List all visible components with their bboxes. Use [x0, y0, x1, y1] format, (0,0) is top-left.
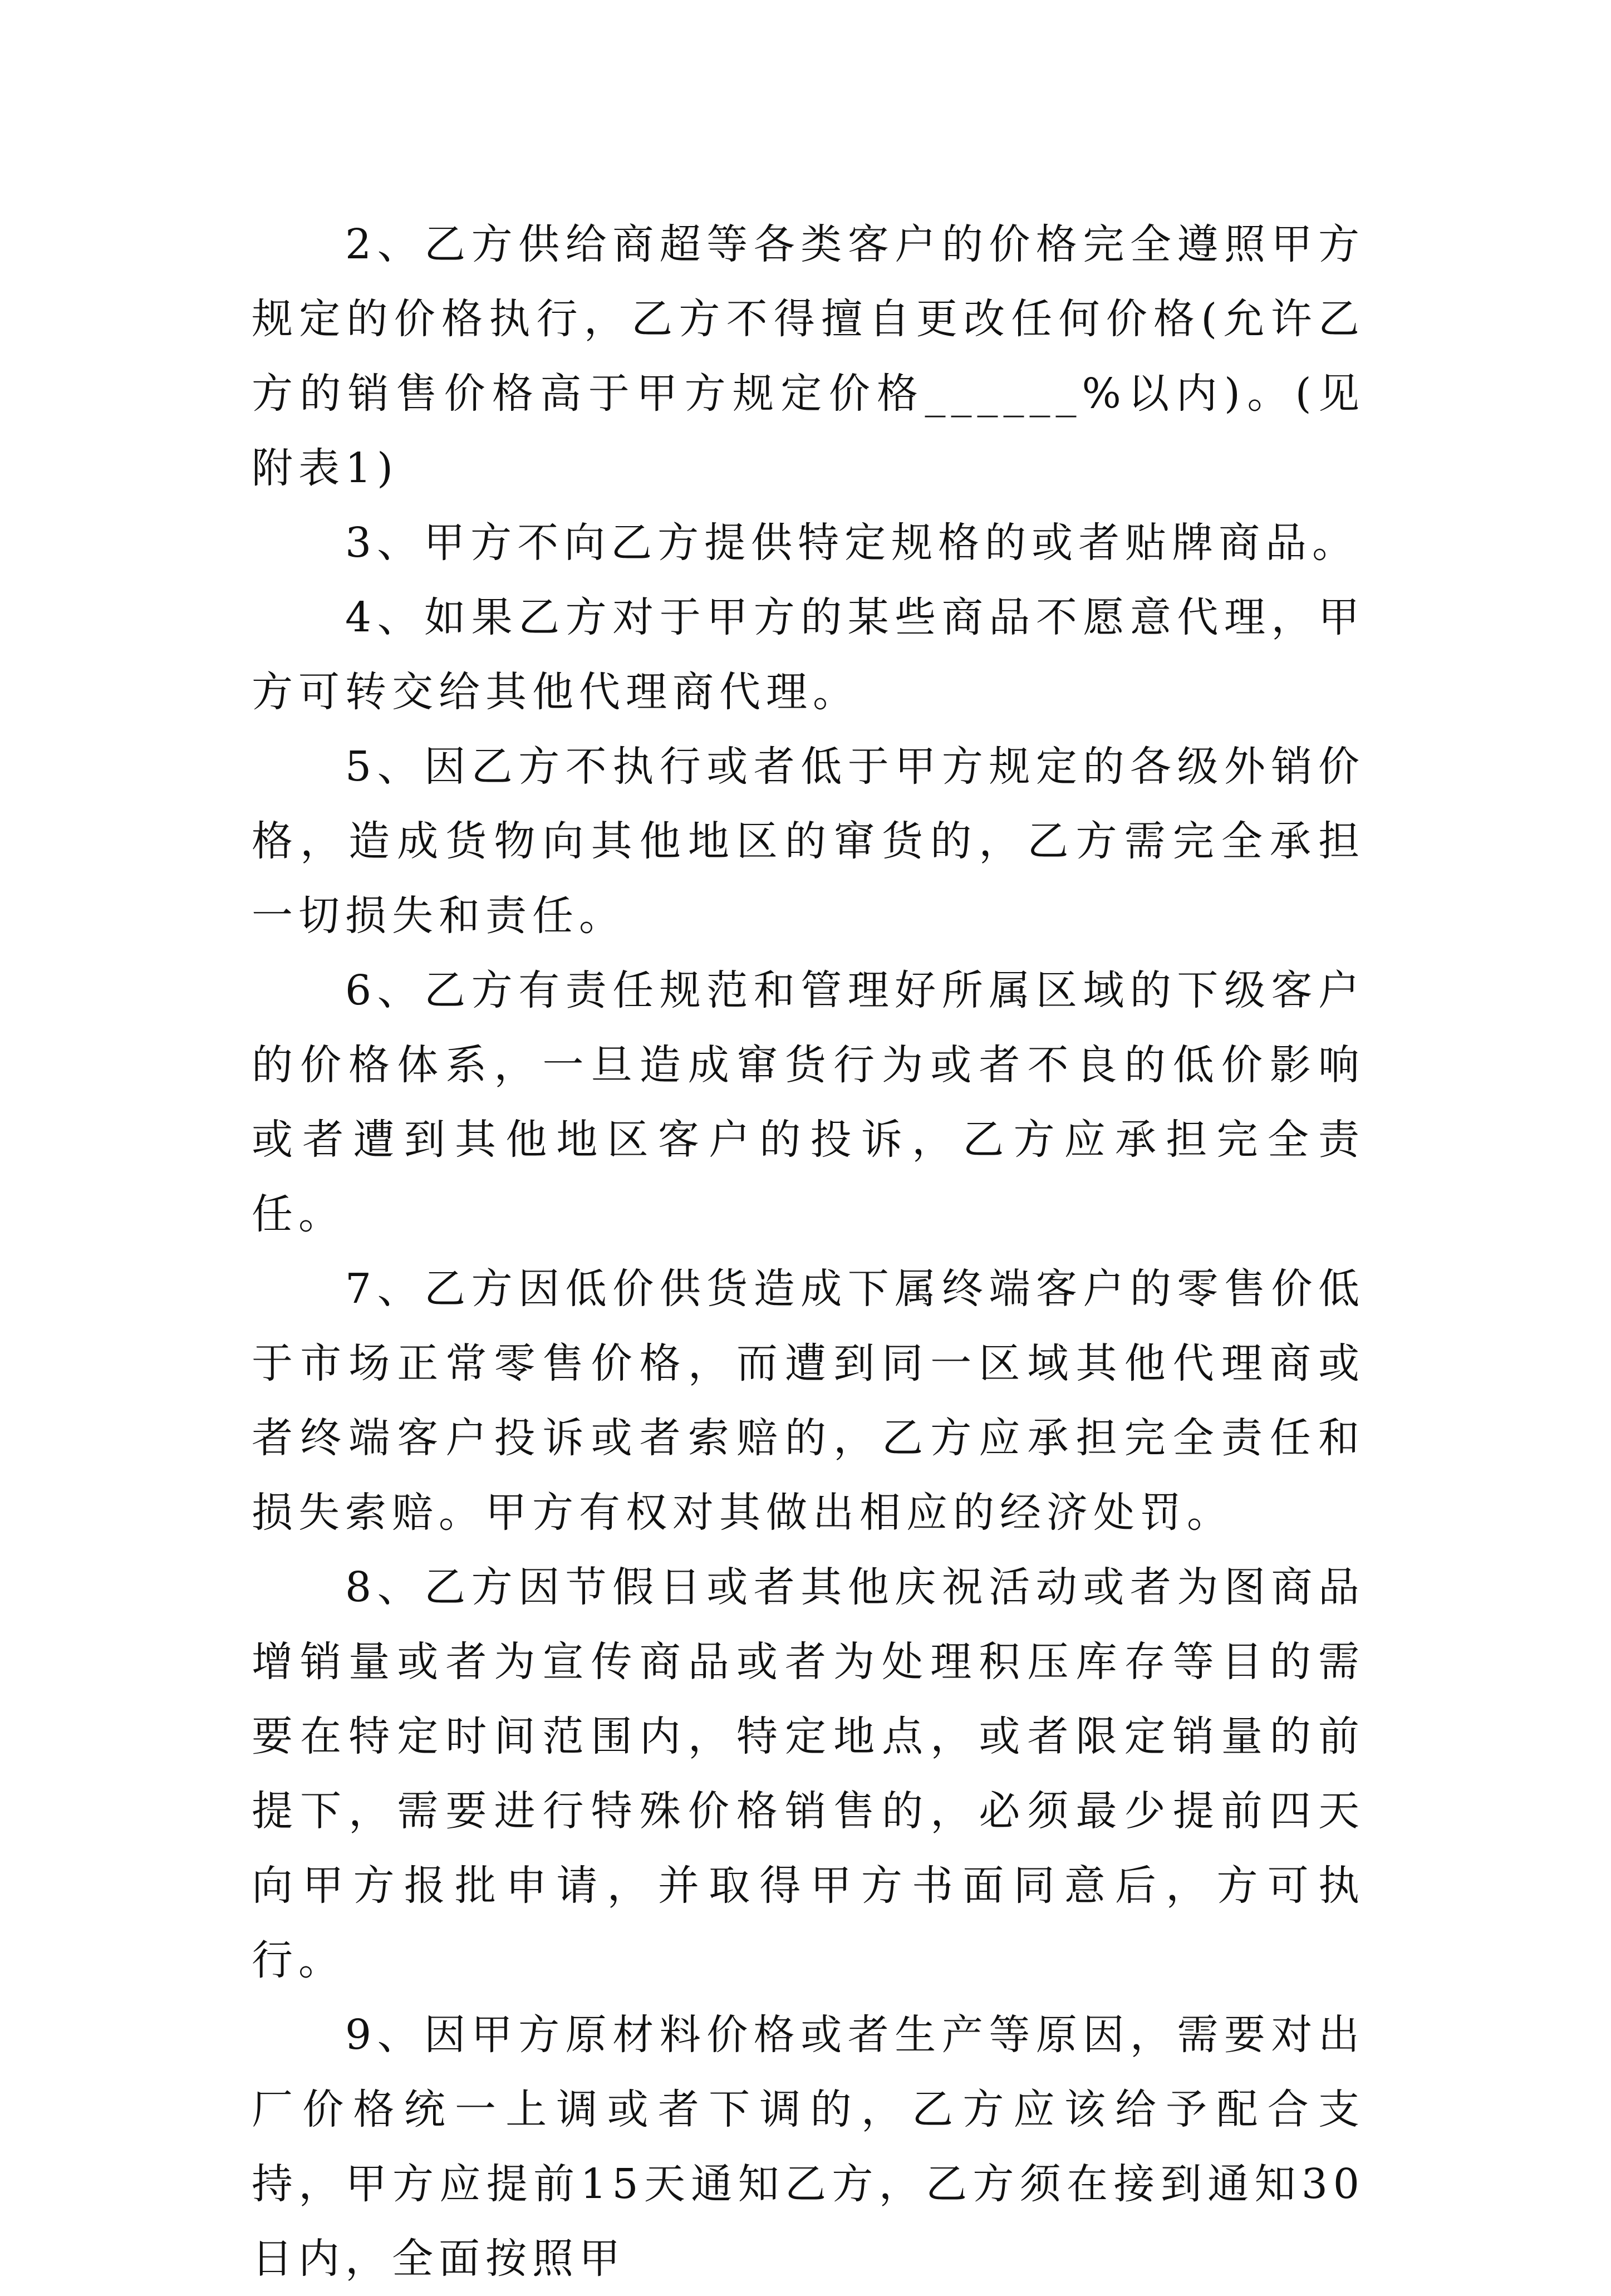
clause-9: 9、因甲方原材料价格或者生产等原因，需要对出厂价格统一上调或者下调的，乙方应该给予配合支持，甲方应提前15天通知乙方，乙方须在接到通知30日内，全面按照甲 [252, 2011, 1365, 2283]
document-body [252, 207, 1365, 2296]
clause-5: 5、因乙方不执行或者低于甲方规定的各级外销价格，造成货物向其他地区的窜货的，乙方需完全承担一切损失和责任。 [252, 743, 1365, 940]
clause-6: 6、乙方有责任规范和管理好所属区域的下级客户的价格体系，一旦造成窜货行为或者不良的低价影响或者遭到其他地区客户的投诉，乙方应承担完全责任。 [252, 967, 1365, 1238]
clause-7: 7、乙方因低价供货造成下属终端客户的零售价低于市场正常零售价格，而遭到同一区域其他代理商或者终端客户投诉或者索赔的，乙方应承担完全责任和损失索赔。甲方有权对其做出相应的经济处罚。 [252, 1265, 1365, 1537]
clause-2: 2、乙方供给商超等各类客户的价格完全遵照甲方规定的价格执行，乙方不得擅自更改任何价格(允许乙方的销售价格高于甲方规定价格______%以内)。(见附表1) [252, 220, 1365, 492]
clause-3: 3、甲方不向乙方提供特定规格的或者贴牌商品。 [345, 519, 1359, 567]
clause-4: 4、如果乙方对于甲方的某些商品不愿意代理，甲方可转交给其他代理商代理。 [252, 593, 1365, 716]
clause-8: 8、乙方因节假日或者其他庆祝活动或者为图商品增销量或者为宣传商品或者为处理积压库存等目的需要在特定时间范围内，特定地点，或者限定销量的前提下，需要进行特殊价格销售的，必须最少提前四天向甲方报批申请，并取得甲方书面同意后，方可执行。 [252, 1563, 1365, 1984]
